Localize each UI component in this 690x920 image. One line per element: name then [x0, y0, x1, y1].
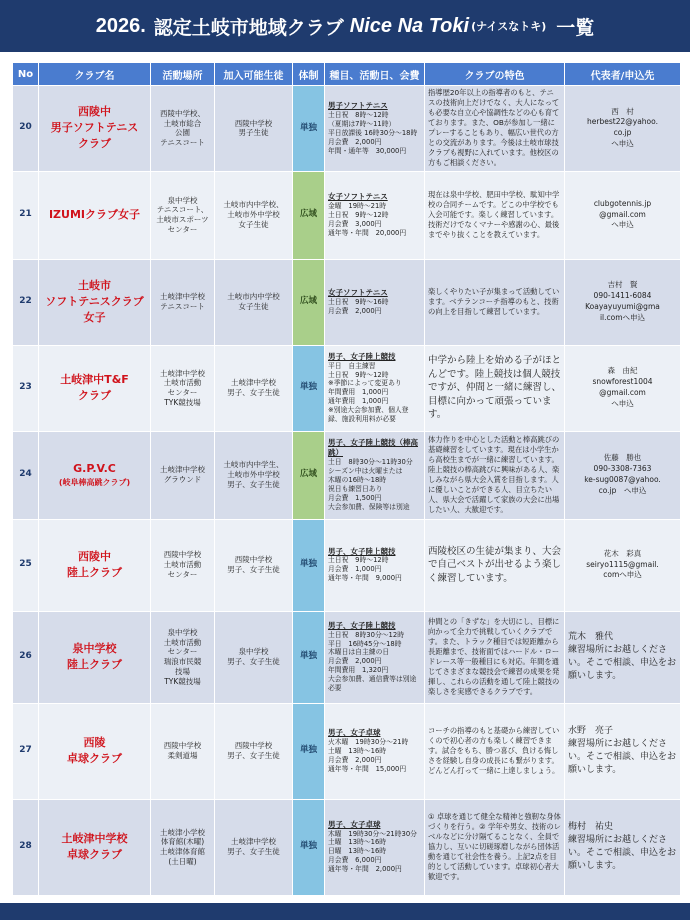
eligible-students — [215, 611, 293, 703]
club-name-line: 卓球クラブ — [67, 848, 122, 861]
cell-line: 通年等・年間 15,000円 — [328, 764, 407, 773]
event-title: 男子、女子陸上競技 — [328, 351, 396, 361]
table-row — [13, 86, 681, 172]
contact-info — [565, 345, 681, 431]
club-name-line: (岐阜棒高跳クラブ) — [58, 478, 131, 488]
events-schedule-fee — [325, 519, 425, 611]
cell-line: 土日祝 8時〜12時 — [328, 110, 389, 119]
table-row — [13, 171, 681, 259]
club-name-line: 西陵 — [83, 736, 106, 750]
cell-line: 土岐市内中学校、 — [223, 200, 284, 210]
cell-line: 泉中学校 — [238, 647, 269, 657]
club-type-badge: 単独 — [293, 703, 325, 799]
events-schedule-fee — [325, 611, 425, 703]
contact-info — [565, 519, 681, 611]
cell-line: 吉村 賢 — [607, 280, 638, 290]
col-club-name: クラブ名 — [39, 63, 151, 86]
table-row — [13, 431, 681, 519]
header-title: 認定土岐市地域クラブ — [153, 16, 344, 39]
cell-line: Koayayuyumi@gma — [585, 302, 660, 311]
cell-line: 練習場所にお越しください。そこで相談、申込をお願いします。 — [568, 738, 677, 776]
events-schedule-fee — [325, 259, 425, 345]
row-number: 27 — [13, 703, 39, 799]
cell-line: 荒木 雅代 — [568, 631, 614, 642]
row-number: 20 — [13, 86, 39, 172]
cell-line: 土岐市スポーツ — [156, 215, 209, 224]
cell-line: 土岐津小学校 — [160, 827, 205, 837]
club-feature: 現在は泉中学校、肥田中学校、駄知中学校の合同チームです。どこの中学校でも入会可能です。楽しく練習しています。技術だけでなくマナーや感謝の心、最後までやり抜くことを教えています。 — [425, 171, 565, 259]
cell-line: 女子生徒 — [238, 302, 269, 311]
cell-line: へ申込 — [611, 398, 634, 408]
cell-line: 通年等・年間 9,000円 — [328, 574, 402, 583]
activity-place — [151, 345, 215, 431]
cell-line: 男子、女子生徒 — [227, 751, 280, 760]
row-number: 26 — [13, 611, 39, 703]
activity-place — [151, 611, 215, 703]
eligible-students — [215, 519, 293, 611]
cell-line: 練習場所にお越しください。そこで相談、申込をお願いします。 — [568, 644, 677, 682]
cell-line: 技場 — [175, 666, 190, 676]
cell-line: 土岐津中学校 — [160, 368, 205, 378]
col-feature: クラブの特色 — [425, 63, 565, 86]
club-name-line: クラブ — [78, 137, 111, 151]
cell-line: clubgotennis.jp — [593, 198, 652, 208]
cell-line: snowforest1004 — [592, 377, 653, 387]
cell-line: 西陵中学校 — [234, 741, 273, 751]
cell-line: 女子生徒 — [238, 219, 269, 229]
cell-line: (土日曜) — [168, 856, 197, 866]
cell-line: 木曜 19時30分〜21時30分 — [328, 829, 417, 838]
row-number: 24 — [13, 431, 39, 519]
page-footer — [0, 903, 690, 920]
club-name — [39, 431, 151, 519]
club-type-badge: 単独 — [293, 611, 325, 703]
cell-line: 火木曜 19時30分〜21時 — [328, 738, 409, 746]
club-type-badge: 単独 — [293, 345, 325, 431]
cell-line: テニスコート — [160, 138, 205, 147]
cell-line: 年間・通年等 30,000円 — [328, 146, 407, 155]
cell-line: 月会費 6,000円 — [328, 856, 382, 865]
cell-line: 090-3308-7363 — [593, 464, 652, 474]
header-list: 一覧 — [556, 16, 595, 39]
club-name — [39, 799, 151, 895]
club-type-badge: 広域 — [293, 259, 325, 345]
club-name — [39, 345, 151, 431]
club-name — [39, 611, 151, 703]
cell-line: seiryo1115@gmail. — [586, 559, 659, 569]
header-brand: Nice Na Toki — [349, 14, 470, 37]
club-name-line: 泉中学校 — [72, 642, 117, 656]
club-name — [39, 703, 151, 799]
cell-line: センター — [167, 569, 198, 579]
table-row — [13, 611, 681, 703]
club-name-line: 陸上クラブ — [67, 566, 122, 579]
table-row — [13, 345, 681, 431]
contact-info — [565, 611, 681, 703]
cell-line: グラウンド — [163, 475, 202, 484]
cell-line: 土曜 13時〜16時 — [328, 746, 387, 755]
cell-line: 土岐市外中学校 — [227, 470, 280, 480]
cell-line: 西陵中学校 — [163, 550, 202, 560]
cell-line: 土岐津中学校 — [231, 837, 276, 847]
cell-line: 平日 16時45分〜18時 — [328, 639, 402, 648]
cell-line: 水野 亮子 — [568, 725, 614, 736]
contact-info — [565, 171, 681, 259]
row-number: 28 — [13, 799, 39, 895]
cell-line: 瑞浪市民競 — [163, 657, 202, 666]
club-type-badge: 単独 — [293, 86, 325, 172]
row-number: 21 — [13, 171, 39, 259]
club-name-line: 陸上クラブ — [67, 658, 122, 671]
event-title: 男子、女子卓球 — [328, 819, 381, 829]
col-events: 種目、活動日、会費 — [325, 63, 425, 86]
cell-line: 西陵中学校 — [234, 118, 273, 128]
activity-place — [151, 431, 215, 519]
club-name-line: 土岐津中T&F — [60, 373, 129, 387]
cell-line: comへ申込 — [603, 570, 642, 580]
cell-line: @gmail.com — [599, 388, 646, 397]
cell-line: il.comへ申込 — [599, 312, 646, 322]
club-feature: 西陵校区の生徒が集まり、大会で自己ベストが出せるよう楽しく練習しています。 — [425, 519, 565, 611]
event-title: 男子ソフトテニス — [328, 100, 388, 110]
cell-line: 土岐市内中学生、 — [223, 460, 284, 470]
cell-line: 土日祝 9時〜16時 — [328, 297, 389, 306]
cell-line: 土日祝 8時30分〜12時 — [328, 630, 404, 639]
cell-line: 土岐市活動 — [163, 637, 202, 647]
cell-line: 西陵中学校 — [163, 741, 202, 751]
cell-line: 男子、女子生徒 — [227, 565, 280, 574]
cell-line: 土岐津中学校 — [160, 292, 205, 302]
club-name-line: 西陵中 — [78, 550, 111, 564]
eligible-students — [215, 345, 293, 431]
cell-line: ※季節によって変更あり — [328, 379, 402, 388]
row-number: 23 — [13, 345, 39, 431]
cell-line: 土岐津体育館 — [160, 847, 205, 856]
cell-line: 森 由紀 — [607, 366, 638, 376]
cell-line: 土日祝 9時〜12時 — [328, 556, 389, 565]
cell-line: TYK競技場 — [164, 397, 201, 407]
cell-line: 土岐市活動 — [163, 560, 202, 570]
club-type-badge: 単独 — [293, 799, 325, 895]
row-number: 22 — [13, 259, 39, 345]
events-schedule-fee — [325, 345, 425, 431]
club-type-badge: 単独 — [293, 519, 325, 611]
contact-info — [565, 703, 681, 799]
activity-place — [151, 171, 215, 259]
club-name — [39, 259, 151, 345]
table-row — [13, 703, 681, 799]
club-name-line: IZUMIクラブ女子 — [48, 208, 141, 222]
eligible-students — [215, 259, 293, 345]
cell-line: センター — [167, 388, 198, 397]
club-name-line: クラブ — [78, 389, 111, 402]
cell-line: 大会参加費、通信費等は別途必要 — [328, 675, 417, 693]
club-name-line: 土岐市 — [78, 279, 111, 293]
event-title: 女子ソフトテニス — [328, 192, 388, 202]
page-header — [0, 0, 690, 52]
contact-info — [565, 431, 681, 519]
club-name-line: 西陵中 — [78, 105, 111, 119]
events-schedule-fee — [325, 431, 425, 519]
cell-line: へ申込 — [611, 220, 634, 230]
cell-line: 平日放課後 16時30分〜18時 — [328, 128, 418, 137]
cell-line: 月会費 1,000円 — [328, 565, 382, 574]
cell-line: 泉中学校 — [167, 627, 198, 637]
club-feature: 中学から陸上を始める子がほとんどです。陸上競技は個人競技ですが、仲間と一緒に練習し、目標に向かって頑張っています。 — [425, 345, 565, 431]
cell-line: 通年等・年間 2,000円 — [328, 865, 402, 874]
cell-line: ※別途大会参加費、個人登録、施設利用料が必要 — [328, 406, 409, 424]
cell-line: 月会費 2,000円 — [328, 657, 382, 666]
cell-line: 梅村 祐史 — [568, 821, 614, 832]
cell-line: 男子、女子生徒 — [227, 479, 280, 489]
contact-info — [565, 259, 681, 345]
cell-line: テニスコート — [160, 302, 205, 311]
table-header-row — [13, 63, 681, 86]
table-row — [13, 519, 681, 611]
cell-line: co.jp へ申込 — [598, 485, 647, 495]
cell-line: 年間費用 1,000円 — [328, 388, 389, 397]
col-no: No — [13, 63, 39, 86]
cell-line: 大会参加費、保険等は別途 — [328, 502, 410, 511]
cell-line: 西陵中学校 — [234, 555, 273, 565]
cell-line: 公園 — [175, 128, 190, 138]
cell-line: 西 村 — [611, 106, 634, 116]
activity-place — [151, 799, 215, 895]
eligible-students — [215, 799, 293, 895]
eligible-students — [215, 703, 293, 799]
cell-line: 男子、女子生徒 — [227, 847, 280, 856]
events-schedule-fee — [325, 86, 425, 172]
cell-line: herbest22@yahoo. — [587, 117, 658, 127]
club-feature: 体力作りを中心とした活動と棒高跳びの基礎練習をしています。現在は小学生から高校生までが一緒に練習しています。陸上競技の棒高跳びに興味がある人、楽しみながら県大会入賞を目指します。人に優しいことができる人、目立ちたい人、県大会で活躍して家族の大会に出場したい人、大歓迎です。 — [425, 431, 565, 519]
cell-line: co.jp — [613, 128, 632, 138]
cell-line: センター — [167, 224, 198, 234]
club-table — [12, 62, 681, 896]
cell-line: 土岐津中学校 — [160, 465, 205, 475]
cell-line: 土日 8時30分〜11時30分 — [328, 457, 413, 466]
col-type: 体制 — [293, 63, 325, 86]
cell-line: 土日祝 9時〜12時 — [328, 370, 389, 379]
cell-line: 祝日も練習日あり — [328, 484, 383, 493]
club-type-badge: 広域 — [293, 431, 325, 519]
cell-line: 金曜 19時〜21時 — [328, 202, 387, 210]
club-name — [39, 171, 151, 259]
events-schedule-fee — [325, 171, 425, 259]
club-feature: コーチの指導のもと基礎から練習していくので初心者の方も楽しく練習できます。試合をもち、勝つ喜び、負ける悔しさを経験し自身の成長にも繋がります。どんどん打って一緒に上達しましょう。 — [425, 703, 565, 799]
cell-line: 花木 彩真 — [603, 548, 642, 558]
club-name-line: 卓球クラブ — [67, 752, 122, 765]
cell-line: へ申込 — [611, 139, 634, 149]
cell-line: 土岐市活動 — [163, 378, 202, 388]
event-title: 男子、女子陸上競技 — [328, 620, 396, 630]
table-row — [13, 799, 681, 895]
cell-line: 男子、女子生徒 — [227, 657, 280, 666]
activity-place — [151, 519, 215, 611]
cell-line: 日曜 13時〜16時 — [328, 847, 387, 856]
cell-line: 月会費 1,500円 — [328, 493, 382, 502]
cell-line: 通年等・年間 20,000円 — [328, 228, 407, 237]
club-feature: ① 卓球を通じて健全な精神と強靭な身体づくりを行う。② 学年や男女、技術のレベルなどに分け隔てることなく、全員で協力し、互いに切磋琢磨しながら団体活動を通じて社会性を養う。上記2点を目的として活動しています。卓球初心者大歓迎です。 — [425, 799, 565, 895]
cell-line: 月会費 2,000円 — [328, 137, 382, 146]
cell-line: テニスコート、 — [156, 205, 209, 215]
cell-line: 土曜 13時〜16時 — [328, 838, 387, 847]
cell-line: 泉中学校 — [167, 195, 198, 205]
cell-line: @gmail.com — [599, 209, 646, 219]
cell-line: （夏期は7時〜11時） — [328, 119, 396, 128]
activity-place — [151, 86, 215, 172]
event-title: 男子、女子卓球 — [328, 728, 381, 738]
cell-line: 平日 自主練習 — [328, 361, 376, 370]
cell-line: 土岐津中学校 — [231, 378, 276, 388]
cell-line: シーズン中は火曜または — [328, 466, 403, 475]
club-name — [39, 519, 151, 611]
cell-line: 佐藤 勝也 — [603, 453, 642, 463]
cell-line: 木曜日は自主練の日 — [328, 648, 390, 657]
cell-line: TYK競技場 — [164, 676, 201, 686]
club-feature: 仲間との「きずな」を大切にし、目標に向かって全力で挑戦していくクラブです。また、トラック種目では短距離から長距離まで、技術面ではハードル・ロードレース等一般種目にも対応。年間を通じてさまざまな競技会で練習の成果を発揮し、これらの活動を通して陸上競技の楽しさを実感できるクラブです。 — [425, 611, 565, 703]
events-schedule-fee — [325, 703, 425, 799]
eligible-students — [215, 171, 293, 259]
cell-line: 土岐市内中学校 — [227, 292, 280, 302]
cell-line: 土岐市外中学校 — [227, 210, 280, 220]
cell-line: 練習場所にお越しください。そこで相談、申込をお願いします。 — [568, 834, 677, 872]
club-name-line: 土岐津中学校 — [61, 832, 128, 846]
eligible-students — [215, 86, 293, 172]
col-place: 活動場所 — [151, 63, 215, 86]
cell-line: 月会費 2,000円 — [328, 306, 382, 315]
activity-place — [151, 259, 215, 345]
contact-info — [565, 86, 681, 172]
club-feature: 指導歴20年以上の指導者のもと、テニスの技術向上だけでなく、大人になっても必要な自立心や協調性などの心も育てております。また、OBが参加し一緒にプレーすることもあり、幅広い世代の方との交流があります。今後は土岐市球技クラブも視野に入れています。他校区の方もご相談ください。 — [425, 86, 565, 172]
header-year: 2026. — [95, 14, 146, 37]
cell-line: 土岐市総合 — [163, 118, 202, 128]
club-name-line: 女子 — [83, 310, 106, 324]
col-eligible: 加入可能生徒 — [215, 63, 293, 86]
table-row — [13, 259, 681, 345]
club-name-line: ソフトテニスクラブ — [45, 295, 144, 309]
cell-line: 通年費用 1,000円 — [328, 397, 389, 406]
event-title: 男子、女子陸上競技（棒高跳） — [328, 438, 418, 458]
event-title: 男子、女子陸上競技 — [328, 546, 396, 556]
club-name — [39, 86, 151, 172]
cell-line: センター — [167, 647, 198, 657]
club-name-line: 男子ソフトテニス — [50, 121, 139, 135]
header-kana: (ナイスなトキ) — [471, 20, 547, 33]
cell-line: ke-sug0087@yahoo. — [584, 475, 661, 484]
cell-line: 体育館(木曜) — [160, 837, 205, 847]
cell-line: 男子、女子生徒 — [227, 388, 280, 397]
cell-line: 090-1411-6084 — [593, 291, 652, 301]
club-feature: 楽しくやりたい子が集まって活動しています。ベテランコーチ指導のもと、技術の向上を目指して練習しています。 — [425, 259, 565, 345]
eligible-students — [215, 431, 293, 519]
event-title: 女子ソフトテニス — [328, 288, 388, 298]
events-schedule-fee — [325, 799, 425, 895]
cell-line: 土日祝 9時〜12時 — [328, 210, 389, 219]
cell-line: 月会費 2,000円 — [328, 755, 382, 764]
cell-line: 柔剣道場 — [167, 751, 198, 760]
contact-info — [565, 799, 681, 895]
activity-place — [151, 703, 215, 799]
cell-line: 男子生徒 — [238, 128, 269, 138]
cell-line: 木曜の16時〜18時 — [328, 475, 387, 484]
club-type-badge: 広域 — [293, 171, 325, 259]
club-name-line: G.P.V.C — [73, 462, 116, 476]
cell-line: 年間費用 1,320円 — [328, 666, 389, 675]
row-number: 25 — [13, 519, 39, 611]
col-contact: 代表者/申込先 — [565, 63, 681, 86]
cell-line: 月会費 3,000円 — [328, 219, 382, 228]
cell-line: 西陵中学校、 — [160, 108, 205, 118]
